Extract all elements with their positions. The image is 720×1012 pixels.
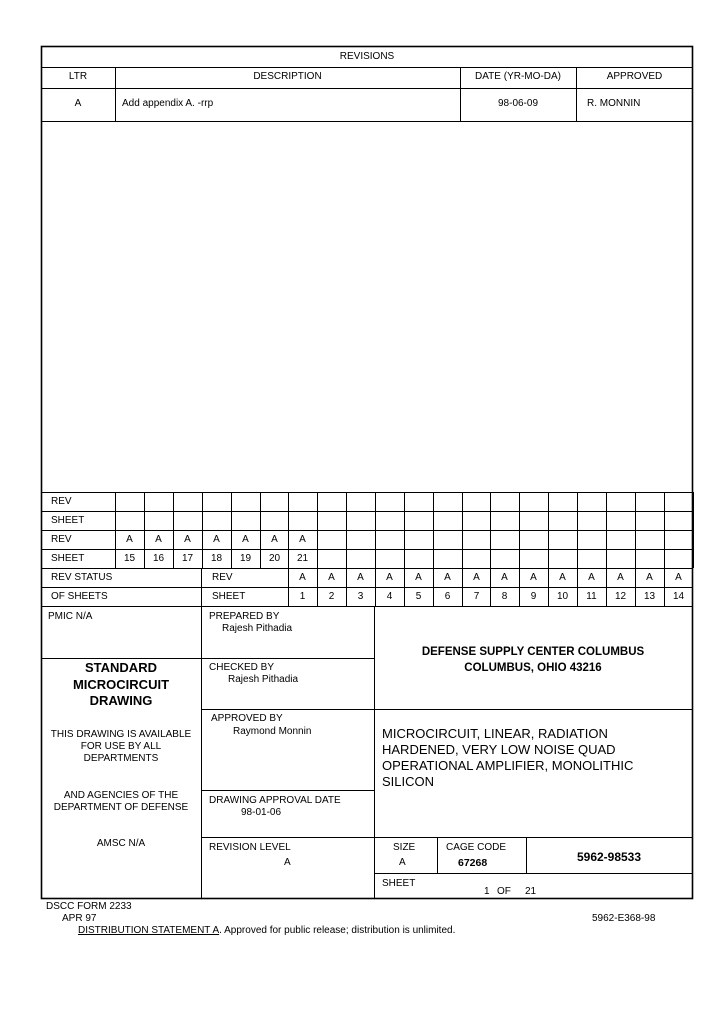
revision-row-date: 98-06-09 (497, 98, 539, 109)
approved-by-name: Raymond Monnin (233, 726, 312, 737)
lower-sheet-cell: 10 (556, 591, 569, 602)
sheet-label: SHEET (382, 878, 416, 889)
upper-rev-label: REV (51, 496, 72, 507)
checked-by-label: CHECKED BY (209, 662, 275, 673)
lower-sheet-cell: 13 (643, 591, 656, 602)
upper-sheet-cell: 17 (181, 553, 194, 564)
standard-microcircuit-drawing (41, 660, 201, 710)
lower-rev-cell: A (473, 572, 480, 583)
amsc: AMSC N/A (96, 838, 146, 849)
sheet-total: 21 (525, 886, 537, 897)
lower-sheet-cell: 4 (386, 591, 393, 602)
checked-by-name: Rajesh Pithadia (228, 674, 299, 685)
upper-sheet-cell: 18 (210, 553, 223, 564)
lower-rev-cell: A (357, 572, 364, 583)
distribution-text: . Approved for public release; distribution is unlimited. (219, 925, 456, 936)
description-header: DESCRIPTION (253, 71, 322, 82)
upper-sheet2-label: SHEET (51, 553, 85, 564)
lower-rev-cell: A (328, 572, 335, 583)
sheet-number: 1 (484, 886, 490, 897)
cage-code-label: CAGE CODE (446, 842, 507, 853)
lower-sheet-cell: 3 (357, 591, 364, 602)
upper-rev-cell: A (184, 534, 191, 545)
revision-level: A (284, 857, 291, 868)
upper-rev-cell: A (126, 534, 133, 545)
lower-sheet-cell: 11 (586, 591, 597, 602)
upper-rev2-label: REV (51, 534, 72, 545)
upper-rev-cell: A (299, 534, 306, 545)
drawing-number: 5962-98533 (576, 850, 642, 864)
approved-header: APPROVED (606, 71, 663, 82)
form-date: APR 97 (62, 913, 97, 924)
revision-level-label: REVISION LEVEL (209, 842, 291, 853)
lower-rev-cell: A (415, 572, 422, 583)
lower-sheet-cell: 2 (328, 591, 335, 602)
document-code: 5962-E368-98 (592, 913, 656, 924)
upper-sheet-cell: 16 (152, 553, 165, 564)
agency-address: DEFENSE SUPPLY CENTER COLUMBUS COLUMBUS, OHIO 43216 (421, 646, 645, 674)
lower-rev-cell: A (501, 572, 508, 583)
upper-sheet-cell: 19 (239, 553, 252, 564)
sheet-of: OF (497, 886, 511, 897)
standard-line: STANDARD (85, 660, 157, 675)
lower-rev-label: REV (212, 572, 233, 583)
agencies-statement: AND AGENCIES OF THE DEPARTMENT OF DEFENSE (53, 790, 189, 813)
lower-sheet-cell: 7 (473, 591, 480, 602)
lower-rev-cell: A (530, 572, 537, 583)
upper-rev-cell: A (271, 534, 278, 545)
upper-sheet-cell: 15 (123, 553, 136, 564)
ltr-header: LTR (68, 71, 88, 82)
lower-sheet-label: SHEET (212, 591, 246, 602)
lower-rev-cell: A (559, 572, 566, 583)
revisions-title: REVISIONS (339, 51, 395, 62)
distribution-label: DISTRIBUTION STATEMENT A (78, 925, 220, 936)
revision-row-approved: R. MONNIN (587, 98, 641, 109)
drawing-description: MICROCIRCUIT, LINEAR, RADIATION HARDENED, VERY LOW NOISE QUAD OPERATIONAL AMPLIFIER, MONOLITHIC SILICON (382, 726, 634, 789)
revision-row-ltr: A (74, 98, 82, 109)
lower-sheet-cell: 9 (530, 591, 537, 602)
availability-statement: THIS DRAWING IS AVAILABLE FOR USE BY ALL DEPARTMENTS (50, 729, 192, 764)
upper-rev-cell: A (155, 534, 162, 545)
revision-row-description: Add appendix A. -rrp (122, 98, 214, 109)
lower-rev-cell: A (588, 572, 595, 583)
of-sheets-label: OF SHEETS (51, 591, 108, 602)
upper-rev-cell: A (213, 534, 220, 545)
approval-date: 98-01-06 (241, 807, 282, 818)
lower-sheet-cell: 12 (614, 591, 627, 602)
approved-by-label: APPROVED BY (211, 713, 283, 724)
lower-rev-cell: A (299, 572, 306, 583)
lower-rev-cell: A (444, 572, 451, 583)
prepared-by-name: Rajesh Pithadia (222, 623, 293, 634)
lower-rev-cell: A (675, 572, 682, 583)
approval-date-label: DRAWING APPROVAL DATE (209, 795, 341, 806)
lower-rev-cell: A (646, 572, 653, 583)
rev-status-label: REV STATUS (51, 572, 113, 583)
size-label: SIZE (393, 842, 416, 853)
upper-rev-cell: A (242, 534, 249, 545)
lower-sheet-cell: 14 (672, 591, 685, 602)
lower-sheet-cell: 1 (299, 591, 306, 602)
prepared-by-label: PREPARED BY (209, 611, 280, 622)
size-value: A (399, 857, 406, 868)
distribution-statement (78, 925, 455, 937)
lower-rev-cell: A (617, 572, 624, 583)
lower-rev-cell: A (386, 572, 393, 583)
upper-sheet-label: SHEET (51, 515, 85, 526)
lower-sheet-cell: 6 (444, 591, 451, 602)
lower-sheet-cell: 8 (501, 591, 508, 602)
pmic: PMIC N/A (48, 611, 93, 622)
standard-line: DRAWING (89, 693, 153, 708)
cage-code: 67268 (458, 857, 488, 869)
standard-line: MICROCIRCUIT (72, 676, 170, 692)
upper-sheet-cell: 20 (268, 553, 281, 564)
date-header: DATE (YR-MO-DA) (475, 71, 561, 82)
form-number: DSCC FORM 2233 (46, 901, 132, 912)
upper-sheet-cell: 21 (296, 553, 309, 564)
lower-sheet-cell: 5 (415, 591, 422, 602)
